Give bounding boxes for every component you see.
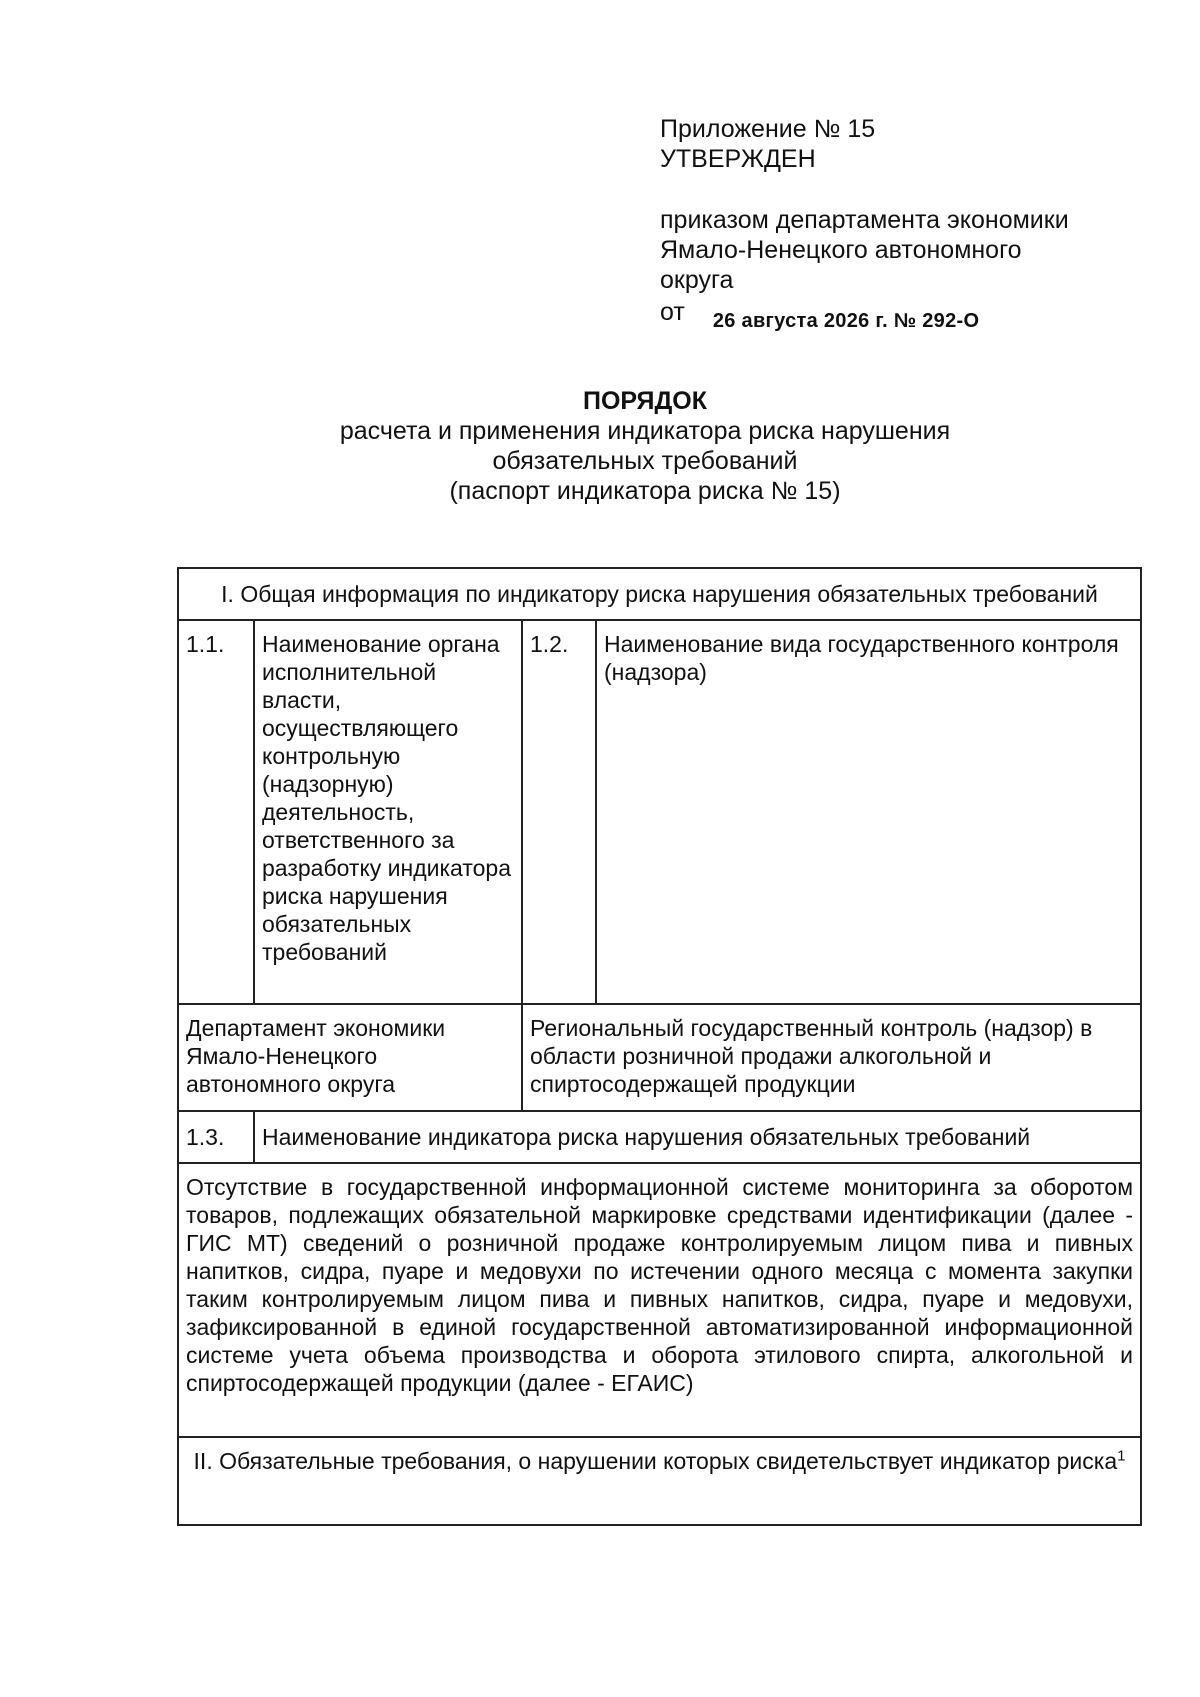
table-row [178,1004,1141,1111]
section-2-title: II. Обязательные требования, о нарушении которых свидетельствует индикатор риска [193,1448,1118,1474]
risk-indicator-passport-table [177,567,1142,1526]
order-line-2: Ямало-Ненецкого автономного [660,236,1022,264]
order-line-3: округа [660,266,734,294]
row-1-3-label: Наименование индикатора риска нарушения обязательных требований [254,1111,1141,1163]
section-2-title-cell [178,1437,1141,1525]
document-title: ПОРЯДОК [583,387,707,415]
document-subtitle-3: (паспорт индикатора риска № 15) [449,477,841,505]
section-2-header-row [178,1437,1141,1525]
row-1-3-value: Отсутствие в государственной информационной системе мониторинга за оборотом товаров, подлежащих обязательной маркировке средствами идентификации (далее - ГИС МТ) сведений о розничной продаже контролируемым лицом пива и пивных напитков, сидра, пуаре и медовухи по истечении одного месяца с момента закупки таким контролируемым лицом пива и пивных напитков, сидра, пуаре и медовухи, зафиксированной в единой государственной автоматизированной информационной системе учета объема производства и оборота этилового спирта, алкогольной и спиртосодержащей продукции (далее - ЕГАИС) [178,1163,1141,1437]
row-1-1-label: Наименование органа исполнительной власти, осуществляющего контрольную (надзорную) деятельность, ответственного за разработку индикатора риска нарушения обязательных требований [254,620,522,1004]
table-row [178,1111,1141,1163]
row-1-1-value: Департамент экономики Ямало-Ненецкого автономного округа [178,1004,522,1111]
table-row [178,620,1141,1004]
approved-stamp: УТВЕРЖДЕН [660,145,816,173]
row-1-1-number: 1.1. [178,620,254,1004]
spacer [660,174,1120,205]
document-heading [200,386,1090,506]
table-row [178,1163,1141,1437]
section-1-title: I. Общая информация по индикатору риска нарушения обязательных требований [178,568,1141,620]
row-1-3-number: 1.3. [178,1111,254,1163]
section-1-header-row [178,568,1141,620]
order-date-line [660,297,1120,332]
row-1-2-value: Региональный государственный контроль (надзор) в области розничной продажи алкогольной и спиртосодержащей продукции [522,1004,1141,1111]
row-1-2-label: Наименование вида государственного контроля (надзора) [596,620,1141,1004]
row-1-2-number: 1.2. [522,620,596,1004]
document-subtitle-2: обязательных требований [492,447,798,475]
footnote-marker: 1 [1117,1447,1126,1465]
document-subtitle-1: расчета и применения индикатора риска нарушения [339,417,951,445]
order-line-1: приказом департамента экономики [660,206,1069,234]
from-label: от [660,298,685,326]
appendix-number: Приложение № 15 [660,115,876,143]
order-date-number: 26 августа 2026 г. № 292-О [712,310,980,332]
approval-block [660,114,1120,332]
